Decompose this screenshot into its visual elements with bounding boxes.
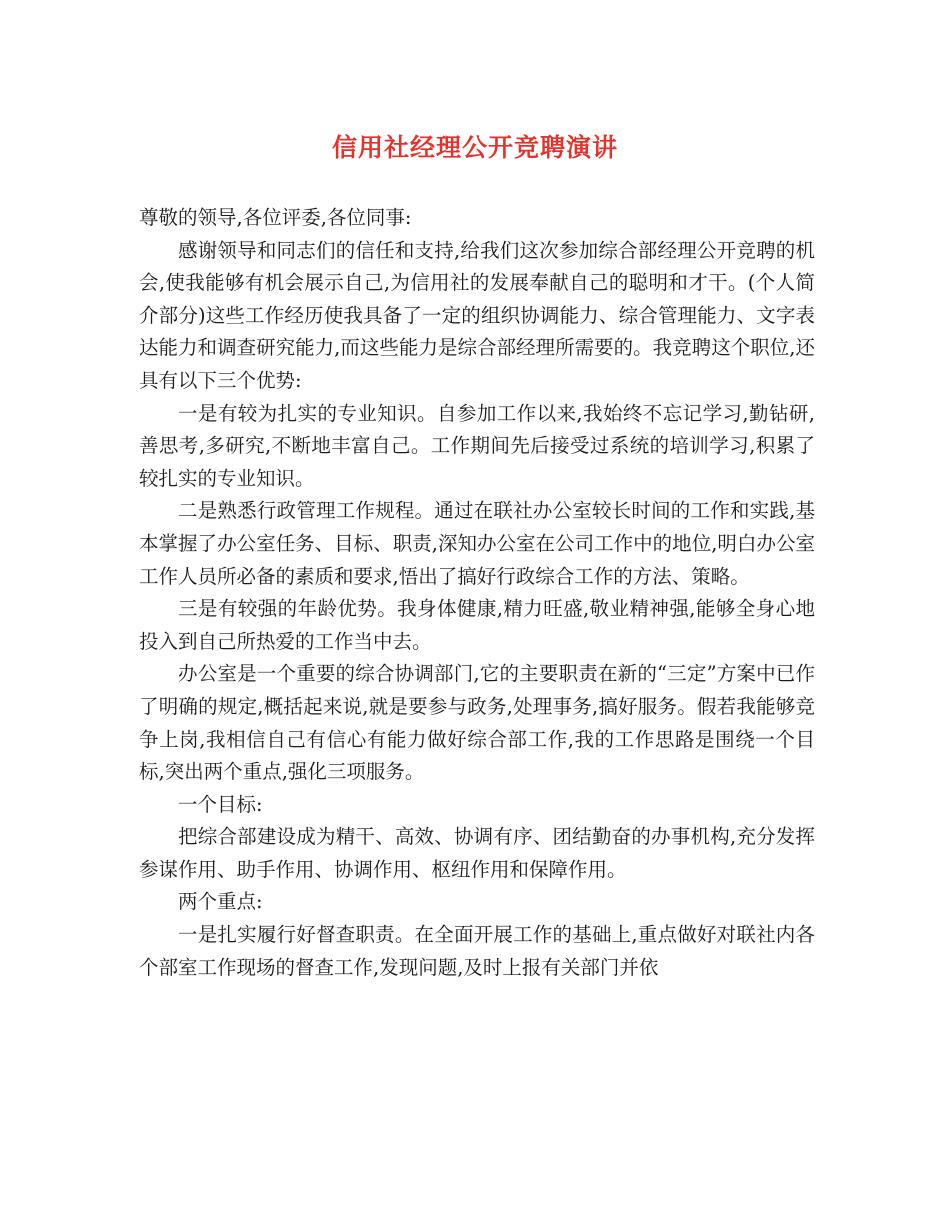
paragraph-intro: 感谢领导和同志们的信任和支持,给我们这次参加综合部经理公开竞聘的机会,使我能够有机会展示自己,为信用社的发展奉献自己的聪明和才干。(个人简介部分)这些工作经历使我具备了一定的组织协调能力、综合管理能力、文字表达能力和调查研究能力,而这些能力是综合部经理所需要的。我竞聘这个职位,还具有以下三个优势: [139, 238, 815, 392]
document-title: 信用社经理公开竞聘演讲 [331, 133, 618, 162]
heading-one-goal: 一个目标: [178, 792, 263, 816]
document-body [139, 202, 815, 984]
paragraph-office-role: 办公室是一个重要的综合协调部门,它的主要职责在新的“三定”方案中已作了明确的规定,概括起来说,就是要参与政务,处理事务,搞好服务。假若我能够竞争上岗,我相信自己有信心有能力做好综合部工作,我的工作思路是围绕一个目标,突出两个重点,强化三项服务。 [139, 662, 815, 784]
paragraph-advantage-2: 二是熟悉行政管理工作规程。通过在联社办公室较长时间的工作和实践,基本掌握了办公室任务、目标、职责,深知办公室在公司工作中的地位,明白办公室工作人员所必备的素质和要求,悟出了搞好行政综合工作的方法、策略。 [139, 499, 815, 588]
paragraph-priority-1: 一是扎实履行好督查职责。在全面开展工作的基础上,重点做好对联社内各个部室工作现场的督查工作,发现问题,及时上报有关部门并依 [139, 923, 815, 979]
salutation: 尊敬的领导,各位评委,各位同事: [139, 206, 412, 229]
paragraph-advantage-1: 一是有较为扎实的专业知识。自参加工作以来,我始终不忘记学习,勤钻研,善思考,多研究,不断地丰富自己。工作期间先后接受过系统的培训学习,积累了较扎实的专业知识。 [139, 401, 815, 490]
heading-two-priorities: 两个重点: [178, 890, 263, 914]
paragraph-advantage-3: 三是有较强的年龄优势。我身体健康,精力旺盛,敬业精神强,能够全身心地投入到自己所热爱的工作当中去。 [139, 597, 815, 653]
paragraph-goal: 把综合部建设成为精干、高效、协调有序、团结勤奋的办事机构,充分发挥参谋作用、助手作用、协调作用、枢纽作用和保障作用。 [139, 825, 815, 881]
